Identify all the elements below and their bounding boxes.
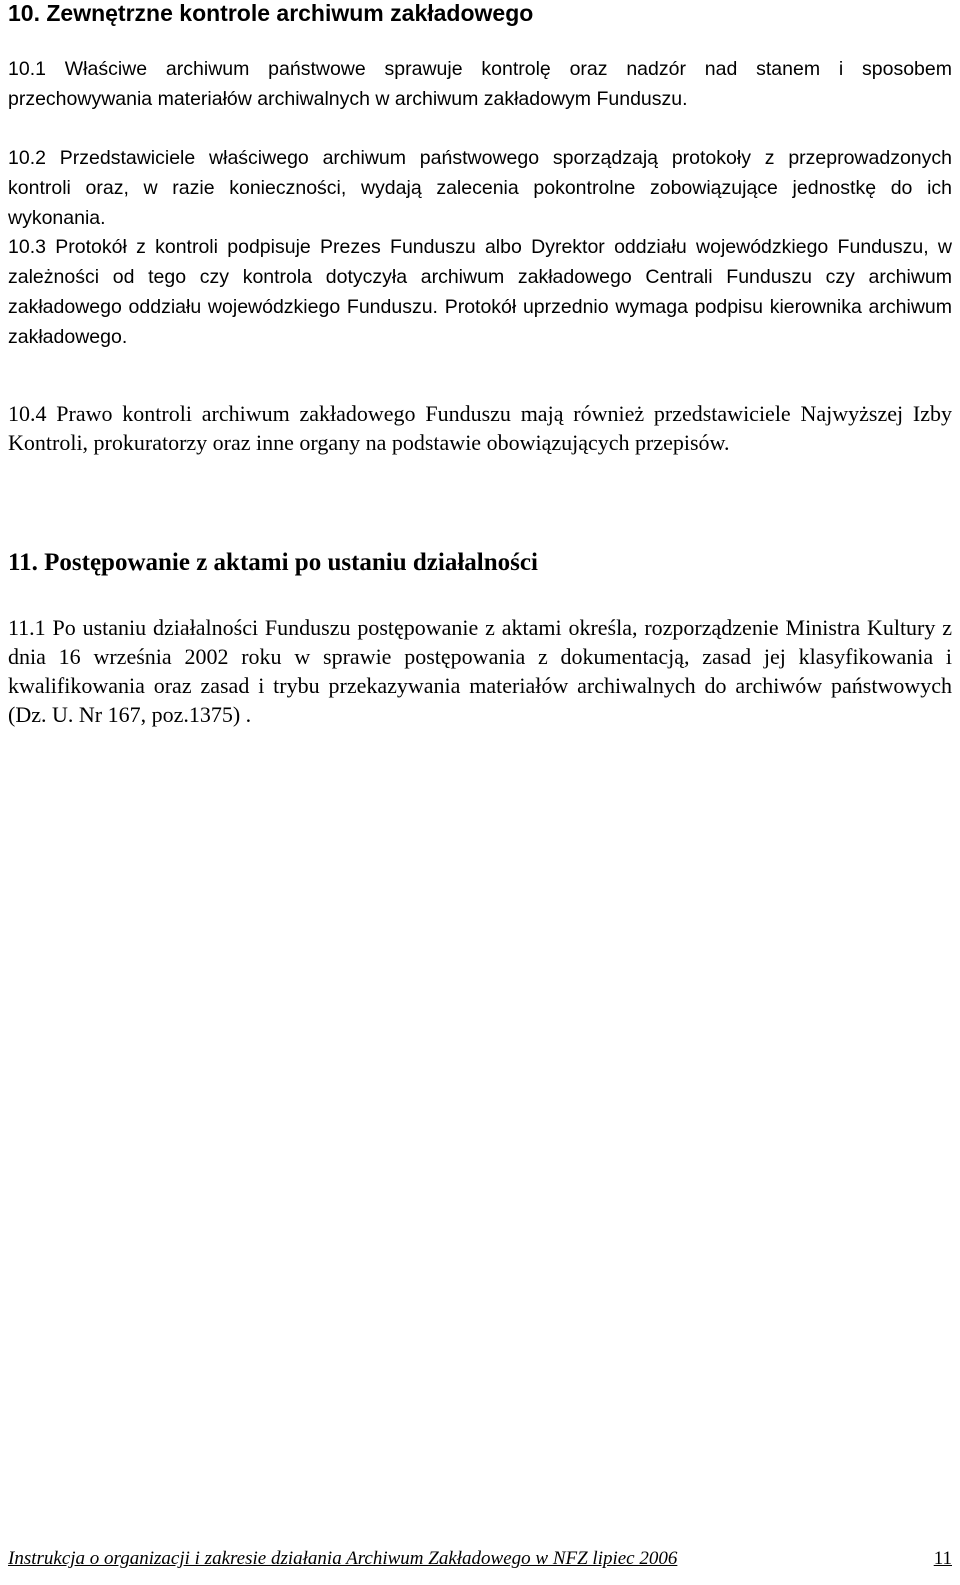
paragraph-10-4: 10.4 Prawo kontroli archiwum zakładowego Funduszu mają również przedstawiciele Najwyższej Izby Kontroli, prokuratorzy oraz inne organy na podstawie obowiązujących przepisów. — [8, 401, 952, 455]
paragraph-11-1: 11.1 Po ustaniu działalności Funduszu postępowanie z aktami określa, rozporządzenie Ministra Kultury z dnia 16 września 2002 roku w sprawie postępowania z dokumentacją, zasad jej klasyfikowania i kwalifikowania oraz zasad i trybu przekazywania materiałów archiwalnych do archiwów państwowych (Dz. U. Nr 167, poz.1375) . — [8, 615, 952, 727]
page-footer — [8, 1547, 952, 1571]
section-11-heading: 11. Postępowanie z aktami po ustaniu działalności — [8, 549, 538, 576]
paragraph-10-3: 10.3 Protokół z kontroli podpisuje Prezes Funduszu albo Dyrektor oddziału wojewódzkiego Funduszu, w zależności od tego czy kontrola dotyczyła archiwum zakładowego Centrali Funduszu czy archiwum zakładowego oddziału wojewódzkiego Funduszu. Protokół uprzednio wymaga podpisu kierownika archiwum zakładowego. — [8, 236, 952, 348]
section-10-heading: 10. Zewnętrzne kontrole archiwum zakładowego — [8, 0, 534, 26]
footer-document-title: Instrukcja o organizacji i zakresie działania Archiwum Zakładowego w NFZ lipiec 2006 — [8, 1548, 678, 1569]
footer-page-number: 11 — [933, 1548, 952, 1569]
paragraph-10-2: 10.2 Przedstawiciele właściwego archiwum państwowego sporządzają protokoły z przeprowadzonych kontroli oraz, w razie konieczności, wydają zalecenia pokontrolne zobowiązujące jednostkę do ich wykonania. — [8, 147, 952, 229]
paragraph-10-1: 10.1 Właściwe archiwum państwowe sprawuje kontrolę oraz nadzór nad stanem i sposobem przechowywania materiałów archiwalnych w archiwum zakładowym Funduszu. — [8, 58, 952, 110]
